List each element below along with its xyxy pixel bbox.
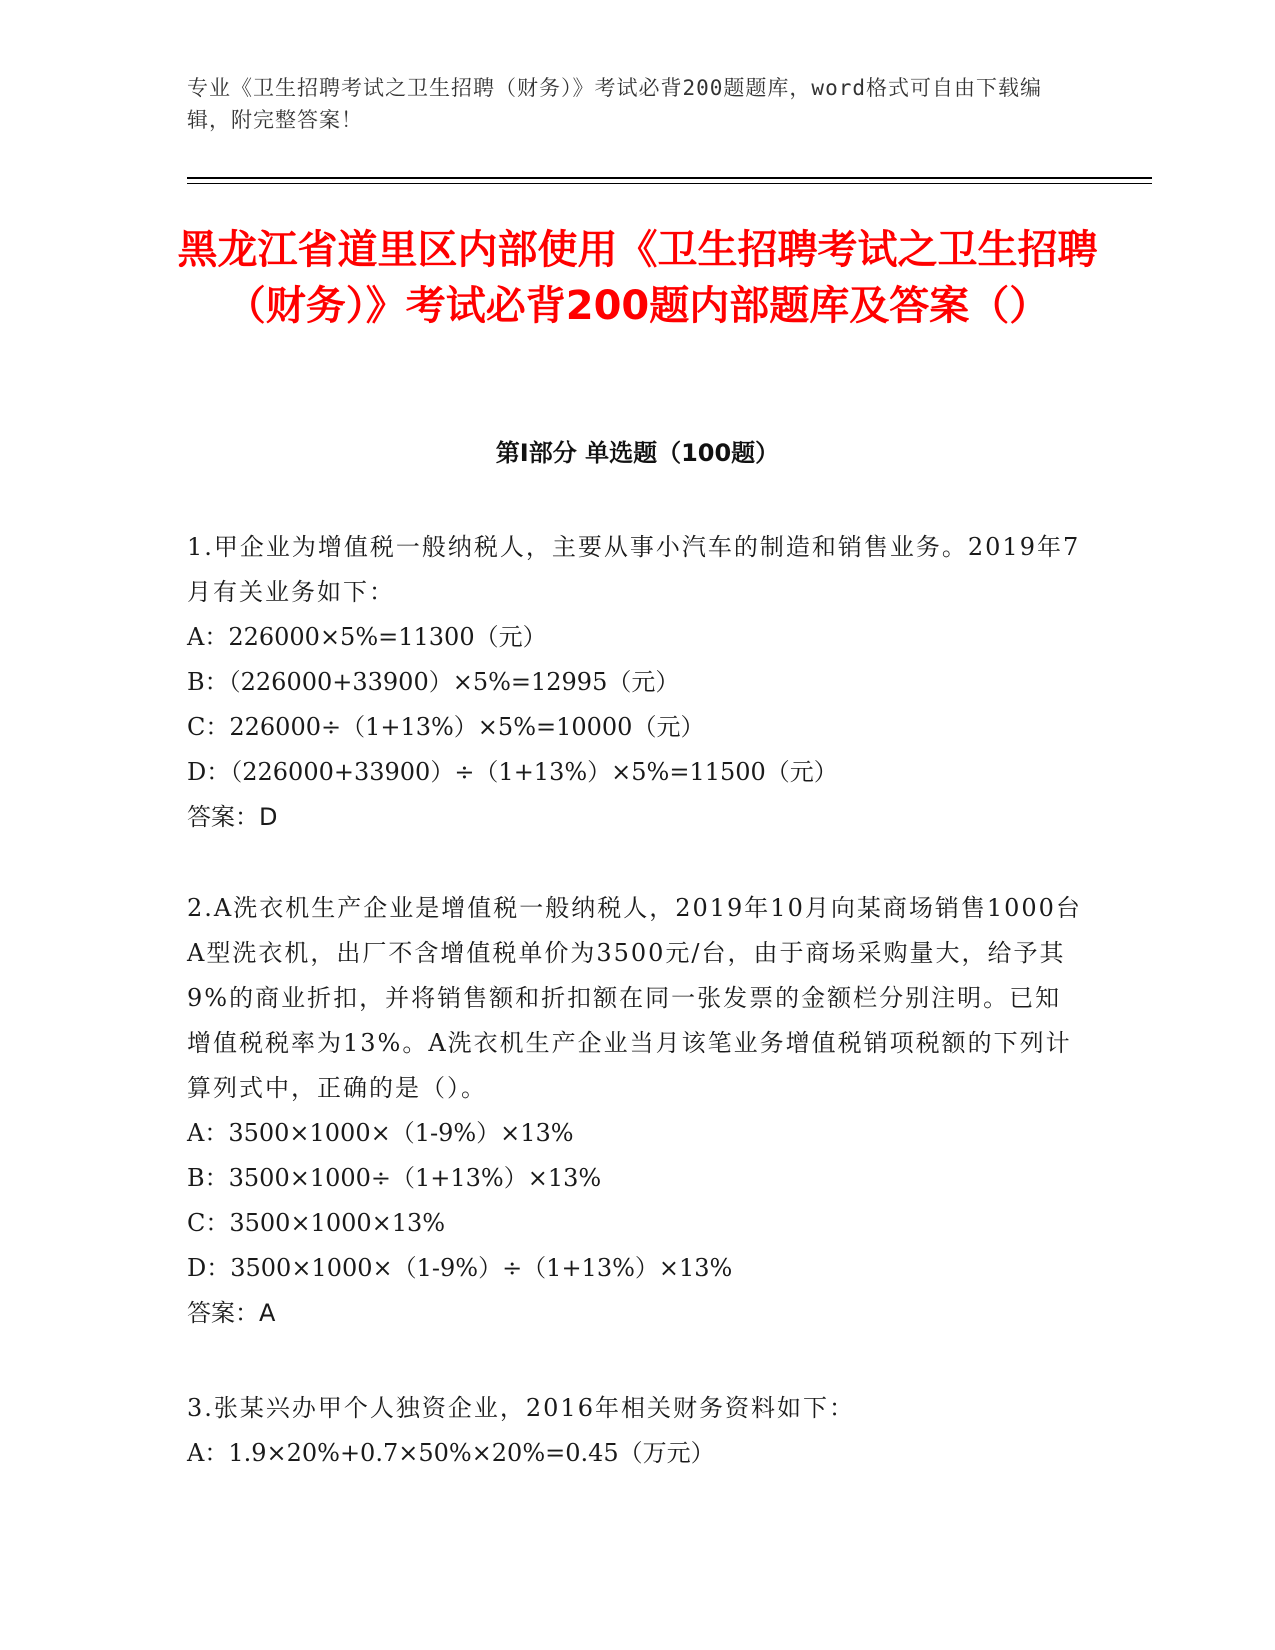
option-c: C：226000÷（1+13%）×5%=10000（元）: [187, 713, 705, 741]
question-2: [187, 886, 1087, 1336]
document-title: 黑龙江省道里区内部使用《卫生招聘考试之卫生招聘（财务）》考试必背200题内部题库及答案（）: [177, 227, 1098, 329]
option-d: D：（226000+33900）÷（1+13%）×5%=11500（元）: [187, 758, 838, 786]
question-stem: 1.甲企业为增值税一般纳税人，主要从事小汽车的制造和销售业务。2019年7月有关业务如下：: [187, 533, 1081, 606]
question-3: [187, 1386, 1087, 1476]
header-note: 专业《卫生招聘考试之卫生招聘（财务）》考试必背200题题库，word格式可自由下载编辑，附完整答案！: [187, 76, 1042, 132]
section-heading: 第Ⅰ部分 单选题（100题）: [495, 439, 780, 467]
header-divider-thick: [187, 177, 1152, 179]
option-c: C：3500×1000×13%: [187, 1209, 446, 1237]
option-a: A：1.9×20%+0.7×50%×20%=0.45（万元）: [187, 1439, 715, 1467]
question-1: [187, 525, 1087, 840]
option-a: A：3500×1000×（1-9%）×13%: [187, 1119, 574, 1147]
option-b: B：3500×1000÷（1+13%）×13%: [187, 1164, 602, 1192]
option-a: A：226000×5%=11300（元）: [187, 623, 547, 651]
answer: 答案：A: [187, 1299, 276, 1327]
option-b: B：（226000+33900）×5%=12995（元）: [187, 668, 680, 696]
option-d: D：3500×1000×（1-9%）÷（1+13%）×13%: [187, 1254, 733, 1282]
answer: 答案：D: [187, 803, 278, 831]
header-divider-thin: [187, 183, 1152, 184]
question-stem: 2.A洗衣机生产企业是增值税一般纳税人，2019年10月向某商场销售1000台A型洗衣机，出厂不含增值税单价为3500元/台，由于商场采购量大，给予其9%的商业折扣，并将销售额和折扣额在同一张发票的金额栏分别注明。已知增值税税率为13%。A洗衣机生产企业当月该笔业务增值税销项税额的下列计算列式中，正确的是（）。: [187, 894, 1082, 1102]
question-stem: 3.张某兴办甲个人独资企业，2016年相关财务资料如下：: [187, 1394, 855, 1422]
